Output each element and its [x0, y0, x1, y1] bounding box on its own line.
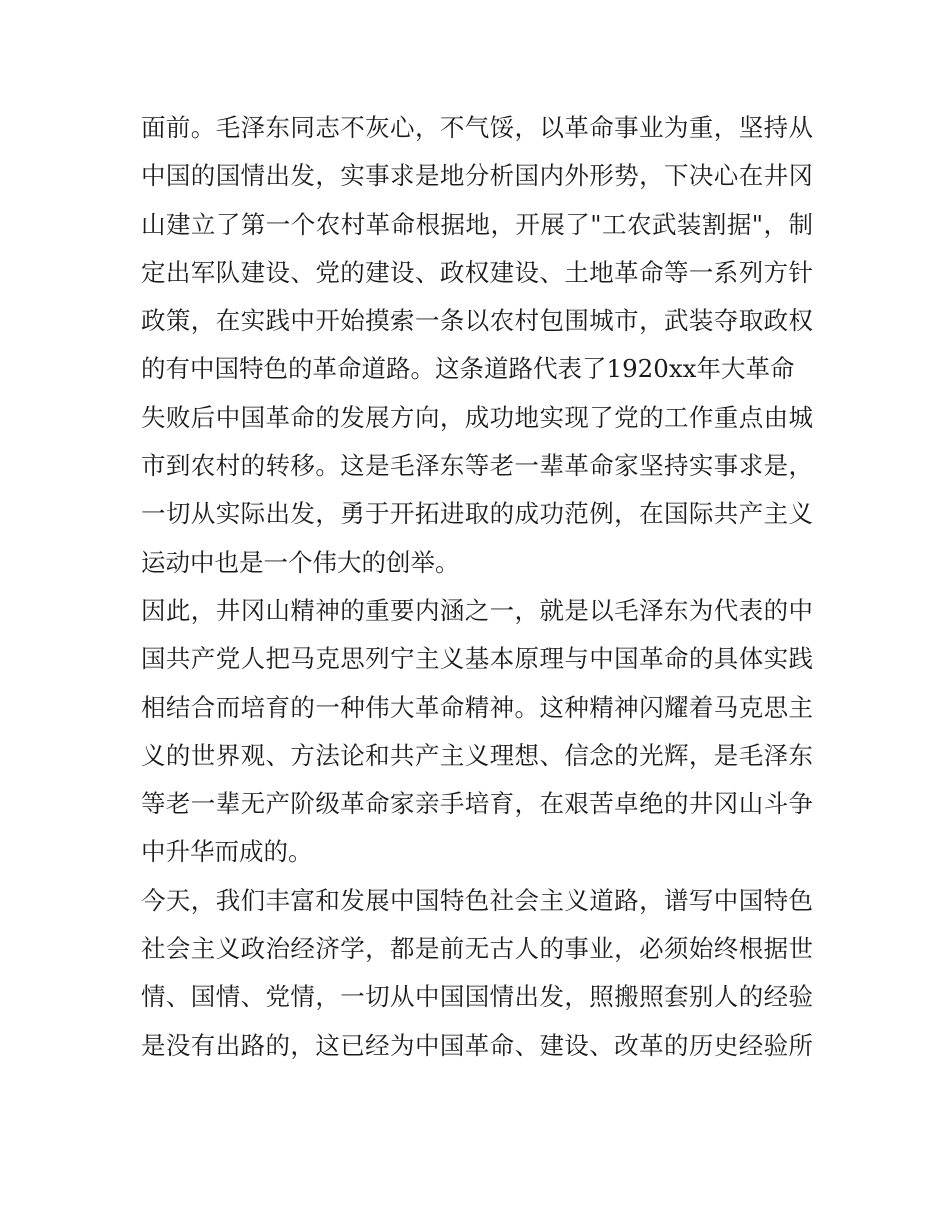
- text-line: 因此，井冈山精神的重要内涵之一，就是以毛泽东为代表的中: [141, 595, 813, 625]
- text-line: 国共产党人把马克思列宁主义基本原理与中国革命的具体实践: [141, 644, 813, 674]
- text-line: 的有中国特色的革命道路。这条道路代表了1920xx年大革命: [141, 354, 795, 384]
- text-line: 等老一辈无产阶级革命家亲手培育，在艰苦卓绝的井冈山斗争: [141, 789, 813, 819]
- text-line: 是没有出路的，这已经为中国革命、建设、改革的历史经验所: [141, 1030, 813, 1060]
- body-text: [141, 104, 813, 1070]
- text-line: 一切从实际出发，勇于开拓进取的成功范例，在国际共产主义: [141, 499, 813, 529]
- text-line: 运动中也是一个伟大的创举。: [141, 547, 460, 577]
- text-line: 中升华而成的。: [141, 837, 313, 867]
- text-line: 山建立了第一个农村革命根据地，开展了"工农武装割据"，制: [141, 209, 813, 239]
- text-line: 失败后中国革命的发展方向，成功地实现了党的工作重点由城: [141, 402, 813, 432]
- text-line: 相结合而培育的一种伟大革命精神。这种精神闪耀着马克思主: [141, 692, 813, 722]
- text-line: 中国的国情出发，实事求是地分析国内外形势，下决心在井冈: [141, 161, 813, 191]
- text-line: 情、国情、党情，一切从中国国情出发，照搬照套别人的经验: [141, 982, 813, 1012]
- text-line: 面前。毛泽东同志不灰心，不气馁，以革命事业为重，坚持从: [141, 113, 813, 142]
- text-line: 社会主义政治经济学，都是前无古人的事业，必须始终根据世: [141, 934, 813, 964]
- text-line: 定出军队建设、党的建设、政权建设、土地革命等一系列方针: [141, 257, 813, 287]
- text-line: 今天，我们丰富和发展中国特色社会主义道路，谱写中国特色: [141, 885, 813, 915]
- text-line: 义的世界观、方法论和共产主义理想、信念的光辉，是毛泽东: [141, 740, 813, 770]
- text-line: 政策，在实践中开始摸索一条以农村包围城市，武装夺取政权: [141, 306, 813, 336]
- text-line: 市到农村的转移。这是毛泽东等老一辈革命家坚持实事求是，: [141, 451, 813, 481]
